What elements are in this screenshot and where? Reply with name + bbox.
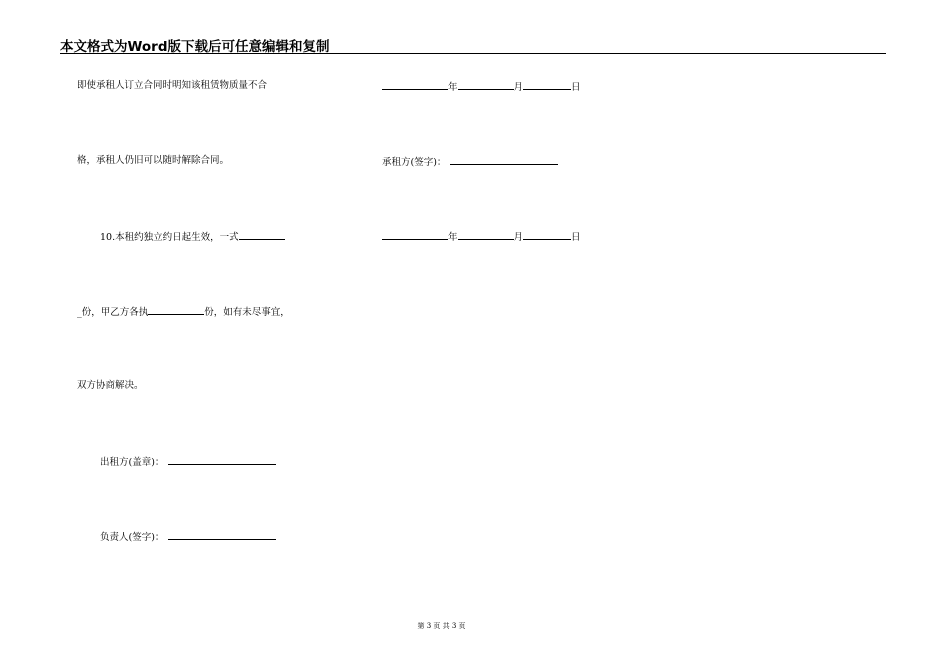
date1-year-label: 年 (448, 82, 458, 93)
lessee-label: 承租方(签字)： (382, 157, 447, 168)
clause-line-3 (100, 230, 285, 244)
date2-day-label: 日 (571, 232, 581, 243)
lessee-signature-line (382, 155, 558, 169)
date2-month-label: 月 (513, 232, 524, 243)
clause-line-1: 即使承租人订立合同时明知该租赁物质量不合 (77, 80, 268, 91)
lessor-label: 出租方(盖章)： (100, 457, 165, 468)
date2-year-blank (382, 230, 448, 240)
copies-text-start: _份，甲乙方各执 (77, 307, 149, 318)
date1-year-blank (382, 80, 448, 90)
date2-month-blank (458, 230, 514, 240)
lessor-signature-line (100, 455, 276, 469)
clause-10-text: 10.本租约独立约日起生效，一式 (100, 232, 239, 243)
document-header-title: 本文格式为Word版下载后可任意编辑和复制 (60, 39, 330, 55)
date2-day-blank (523, 230, 571, 240)
date-line-2 (382, 230, 581, 244)
page-number-footer: 第 3 页 共 3 页 (417, 622, 466, 630)
date1-month-label: 月 (513, 82, 524, 93)
clause-line-4 (77, 305, 290, 319)
date-line-1 (382, 80, 581, 94)
date2-year-label: 年 (448, 232, 458, 243)
header-divider (60, 53, 886, 54)
copies-text-end: 份，如有未尽事宜， (204, 307, 290, 318)
clause-line-2: 格，承租人仍旧可以随时解除合同。 (77, 155, 230, 166)
responsible-signature-line (100, 530, 276, 544)
date1-day-label: 日 (571, 82, 581, 93)
copies-total-blank (239, 230, 285, 240)
responsible-signature-blank (168, 530, 276, 540)
lessor-signature-blank (168, 455, 276, 465)
date1-day-blank (523, 80, 571, 90)
date1-month-blank (458, 80, 514, 90)
clause-line-5: 双方协商解决。 (77, 380, 144, 391)
responsible-label: 负责人(签字)： (100, 532, 165, 543)
lessee-signature-blank (450, 155, 558, 165)
copies-each-blank (148, 305, 204, 315)
